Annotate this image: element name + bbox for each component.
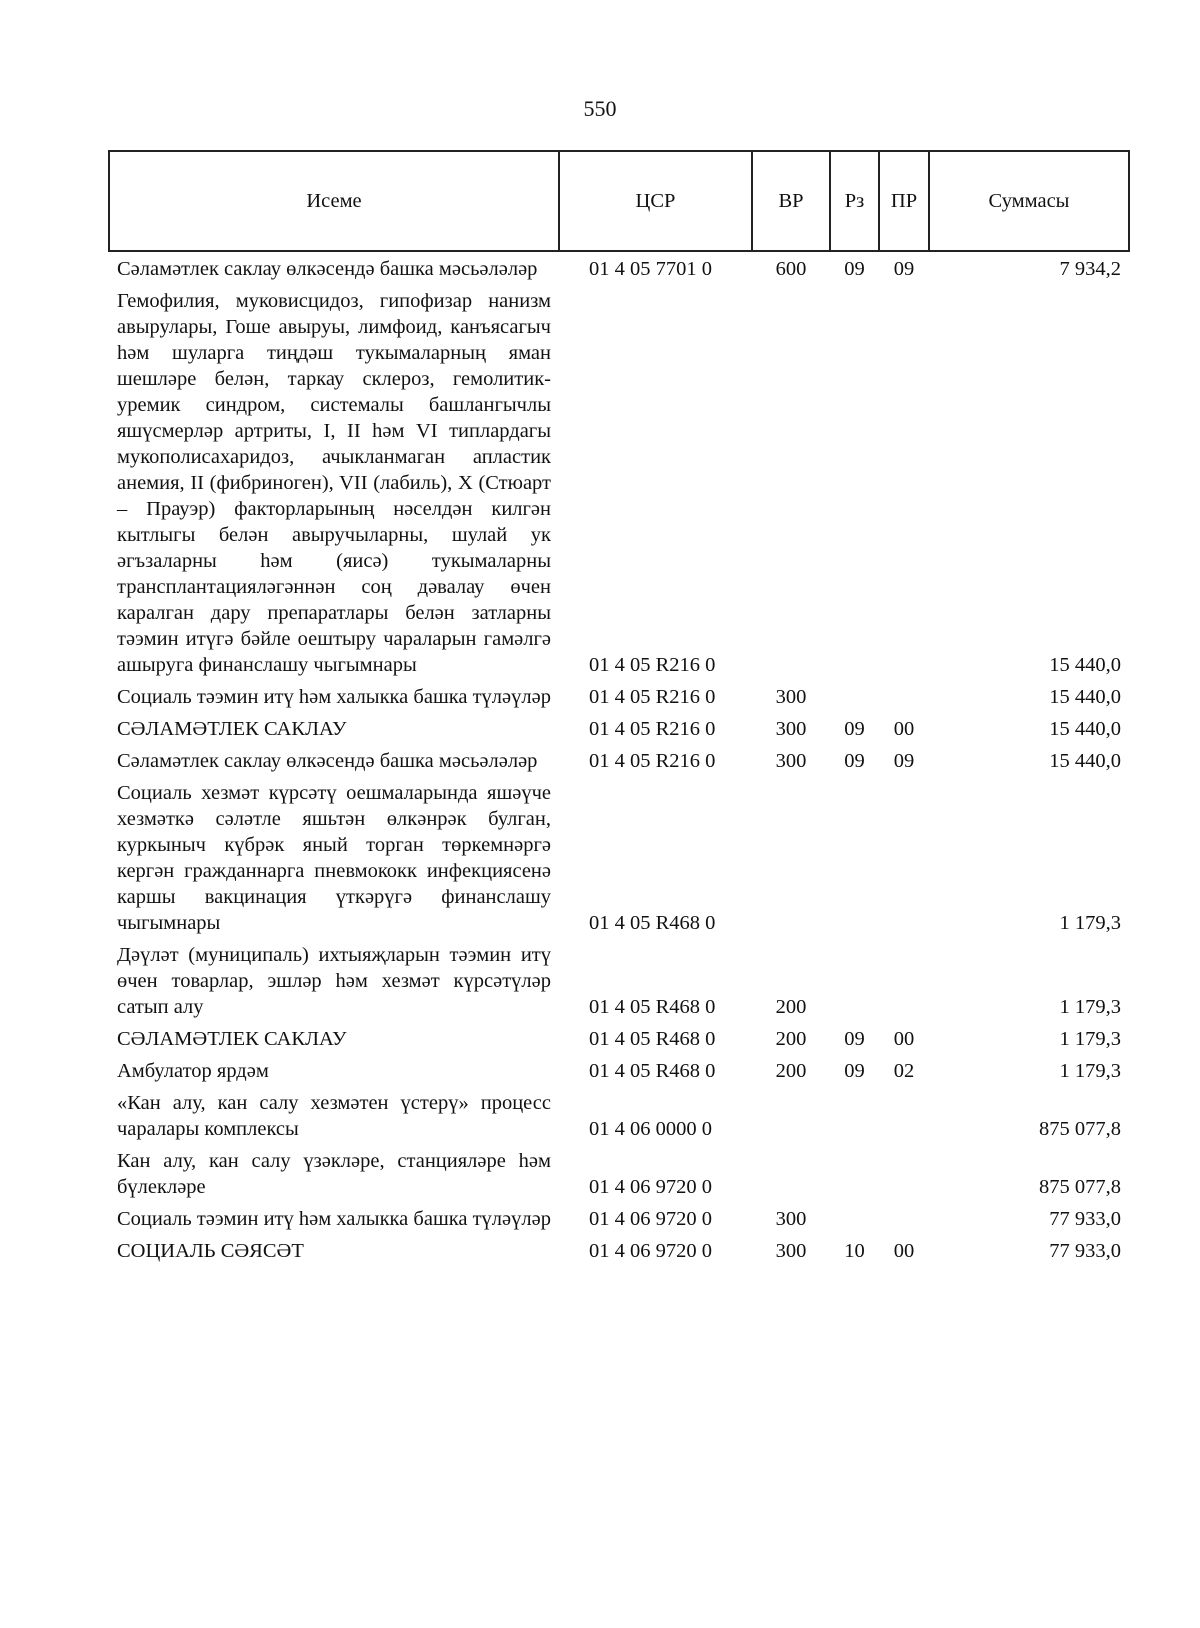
row-rz: 09: [844, 750, 865, 772]
row-csr: 01 4 05 R468 0: [589, 912, 716, 934]
table-body: [109, 251, 1129, 1270]
row-rz: [830, 684, 879, 716]
table-row: [109, 1090, 1129, 1148]
row-pr: 00: [893, 1240, 915, 1262]
row-csr: 01 4 05 R468 0: [589, 996, 716, 1018]
row-vr: [752, 780, 830, 942]
row-sum: 15 440,0: [1049, 750, 1121, 772]
table-row: [109, 942, 1129, 1026]
row-name: Социаль тәэмин итү һәм халыкка башка түләүләр: [117, 1208, 551, 1230]
row-rz: [830, 942, 879, 1026]
row-csr: 01 4 06 9720 0: [589, 1208, 712, 1230]
row-pr: [879, 1148, 929, 1206]
header-sum: Суммасы: [929, 151, 1129, 251]
row-rz: 09: [844, 718, 865, 740]
table-row: [109, 684, 1129, 716]
row-name: Кан алу, кан салу үзәкләре, станцияләре һәм бүлекләре: [117, 1150, 551, 1198]
row-pr: 09: [893, 258, 915, 280]
row-vr: 300: [775, 718, 807, 740]
row-sum: 1 179,3: [1059, 1060, 1121, 1082]
row-name: СӘЛАМӘТЛЕК САКЛАУ: [117, 1028, 347, 1050]
table-row: [109, 780, 1129, 942]
header-rz: Рз: [830, 151, 879, 251]
row-name: Гемофилия, муковисцидоз, гипофизар нанизм авырулары, Гоше авыруы, лимфоид, канъясагыч һәм шуларга тиңдәш тукымаларның яман шешләре белән, таркау склероз, гемолитик-уремик синдром, системалы башлангычлы яшүсмерләр артриты, I, II һәм VI типлардагы мукополисахаридоз, ачыкланмаган апластик анемия, II (фибриноген), VII (лабиль), X (Стюарт – Прауэр) факторларының нәселдән килгән кытлыгы белән авыручыларны, шулай ук әгъзаларны һәм (яисә) тукымаларны трансплантацияләгәннән соң дәвалау өчен каралган дару препаратлары белән затларны тәэмин итүгә бәйле оештыру чараларын гамәлгә ашыруга финанслашу чыгымнары: [117, 290, 551, 676]
row-name: Сәламәтлек саклау өлкәсендә башка мәсьәләләр: [117, 258, 538, 280]
row-sum: 15 440,0: [1049, 718, 1121, 740]
row-name: Сәламәтлек саклау өлкәсендә башка мәсьәләләр: [117, 750, 538, 772]
row-name: Дәүләт (муниципаль) ихтыяҗларын тәэмин итү өчен товарлар, эшләр һәм хезмәт күрсәтүләр сатып алу: [117, 944, 551, 1018]
row-pr: 00: [893, 718, 915, 740]
page-number: 550: [583, 96, 617, 121]
row-vr: 200: [775, 996, 807, 1018]
row-pr: [879, 942, 929, 1026]
table-row: [109, 288, 1129, 684]
row-rz: 09: [844, 1028, 865, 1050]
row-vr: 300: [775, 750, 807, 772]
row-csr: 01 4 05 R468 0: [589, 1060, 716, 1082]
row-sum: 875 077,8: [1039, 1176, 1121, 1198]
table-row: [109, 748, 1129, 780]
row-sum: 1 179,3: [1059, 912, 1121, 934]
table-row: [109, 251, 1129, 288]
row-sum: 7 934,2: [1059, 258, 1121, 280]
row-sum: 1 179,3: [1059, 1028, 1121, 1050]
row-vr: [752, 1090, 830, 1148]
row-vr: 200: [775, 1028, 807, 1050]
table-row: [109, 1206, 1129, 1238]
row-vr: 300: [775, 1240, 807, 1262]
row-rz: [830, 1206, 879, 1238]
row-csr: 01 4 05 7701 0: [589, 258, 712, 280]
row-name: СӘЛАМӘТЛЕК САКЛАУ: [117, 718, 347, 740]
table-row: [109, 1058, 1129, 1090]
row-pr: [879, 288, 929, 684]
row-sum: 77 933,0: [1049, 1208, 1121, 1230]
row-sum: 15 440,0: [1049, 654, 1121, 676]
row-rz: [830, 1090, 879, 1148]
row-pr: [879, 1090, 929, 1148]
row-csr: 01 4 06 0000 0: [589, 1118, 712, 1140]
row-rz: [830, 288, 879, 684]
row-pr: 00: [893, 1028, 915, 1050]
row-csr: 01 4 05 R216 0: [589, 718, 716, 740]
row-rz: [830, 1148, 879, 1206]
budget-table: [108, 150, 1130, 1270]
row-csr: 01 4 05 R216 0: [589, 654, 716, 676]
row-vr: [752, 288, 830, 684]
row-sum: 875 077,8: [1039, 1118, 1121, 1140]
row-csr: 01 4 05 R216 0: [589, 750, 716, 772]
row-vr: [752, 1148, 830, 1206]
row-rz: [830, 780, 879, 942]
table-row: [109, 716, 1129, 748]
header-pr: ПР: [879, 151, 929, 251]
row-csr: 01 4 06 9720 0: [589, 1240, 712, 1262]
table-row: [109, 1148, 1129, 1206]
row-pr: 09: [893, 750, 915, 772]
row-csr: 01 4 06 9720 0: [589, 1176, 712, 1198]
row-sum: 1 179,3: [1059, 996, 1121, 1018]
table-row: [109, 1026, 1129, 1058]
row-rz: 09: [844, 258, 865, 280]
table-row: [109, 1238, 1129, 1270]
row-rz: 10: [844, 1240, 865, 1262]
header-vr: ВР: [752, 151, 830, 251]
header-name: Исеме: [109, 151, 559, 251]
row-rz: 09: [844, 1060, 865, 1082]
row-vr: 300: [775, 686, 807, 708]
row-name: Амбулатор ярдәм: [117, 1060, 269, 1082]
row-sum: 15 440,0: [1049, 686, 1121, 708]
row-csr: 01 4 05 R468 0: [589, 1028, 716, 1050]
row-name: Социаль хезмәт күрсәтү оешмаларында яшәүче хезмәткә сәләтле яшьтән өлкәнрәк булган, куркыныч күбрәк яный торган төркемнәргә кергән гражданнарга пневмококк инфекциясенә каршы вакцинация үткәрүгә финанслашу чыгымнары: [117, 782, 551, 934]
header-csr: ЦСР: [559, 151, 752, 251]
row-name: Социаль тәэмин итү һәм халыкка башка түләүләр: [117, 686, 551, 708]
row-name: «Кан алу, кан салу хезмәтен үстерү» процесс чаралары комплексы: [117, 1092, 551, 1140]
row-pr: [879, 684, 929, 716]
row-pr: [879, 1206, 929, 1238]
row-vr: 300: [775, 1208, 807, 1230]
table-header: [109, 151, 1129, 251]
row-csr: 01 4 05 R216 0: [589, 686, 716, 708]
row-name: СОЦИАЛЬ СӘЯСӘТ: [117, 1240, 304, 1262]
row-sum: 77 933,0: [1049, 1240, 1121, 1262]
row-pr: 02: [893, 1060, 915, 1082]
row-pr: [879, 780, 929, 942]
row-vr: 600: [775, 258, 807, 280]
row-vr: 200: [775, 1060, 807, 1082]
